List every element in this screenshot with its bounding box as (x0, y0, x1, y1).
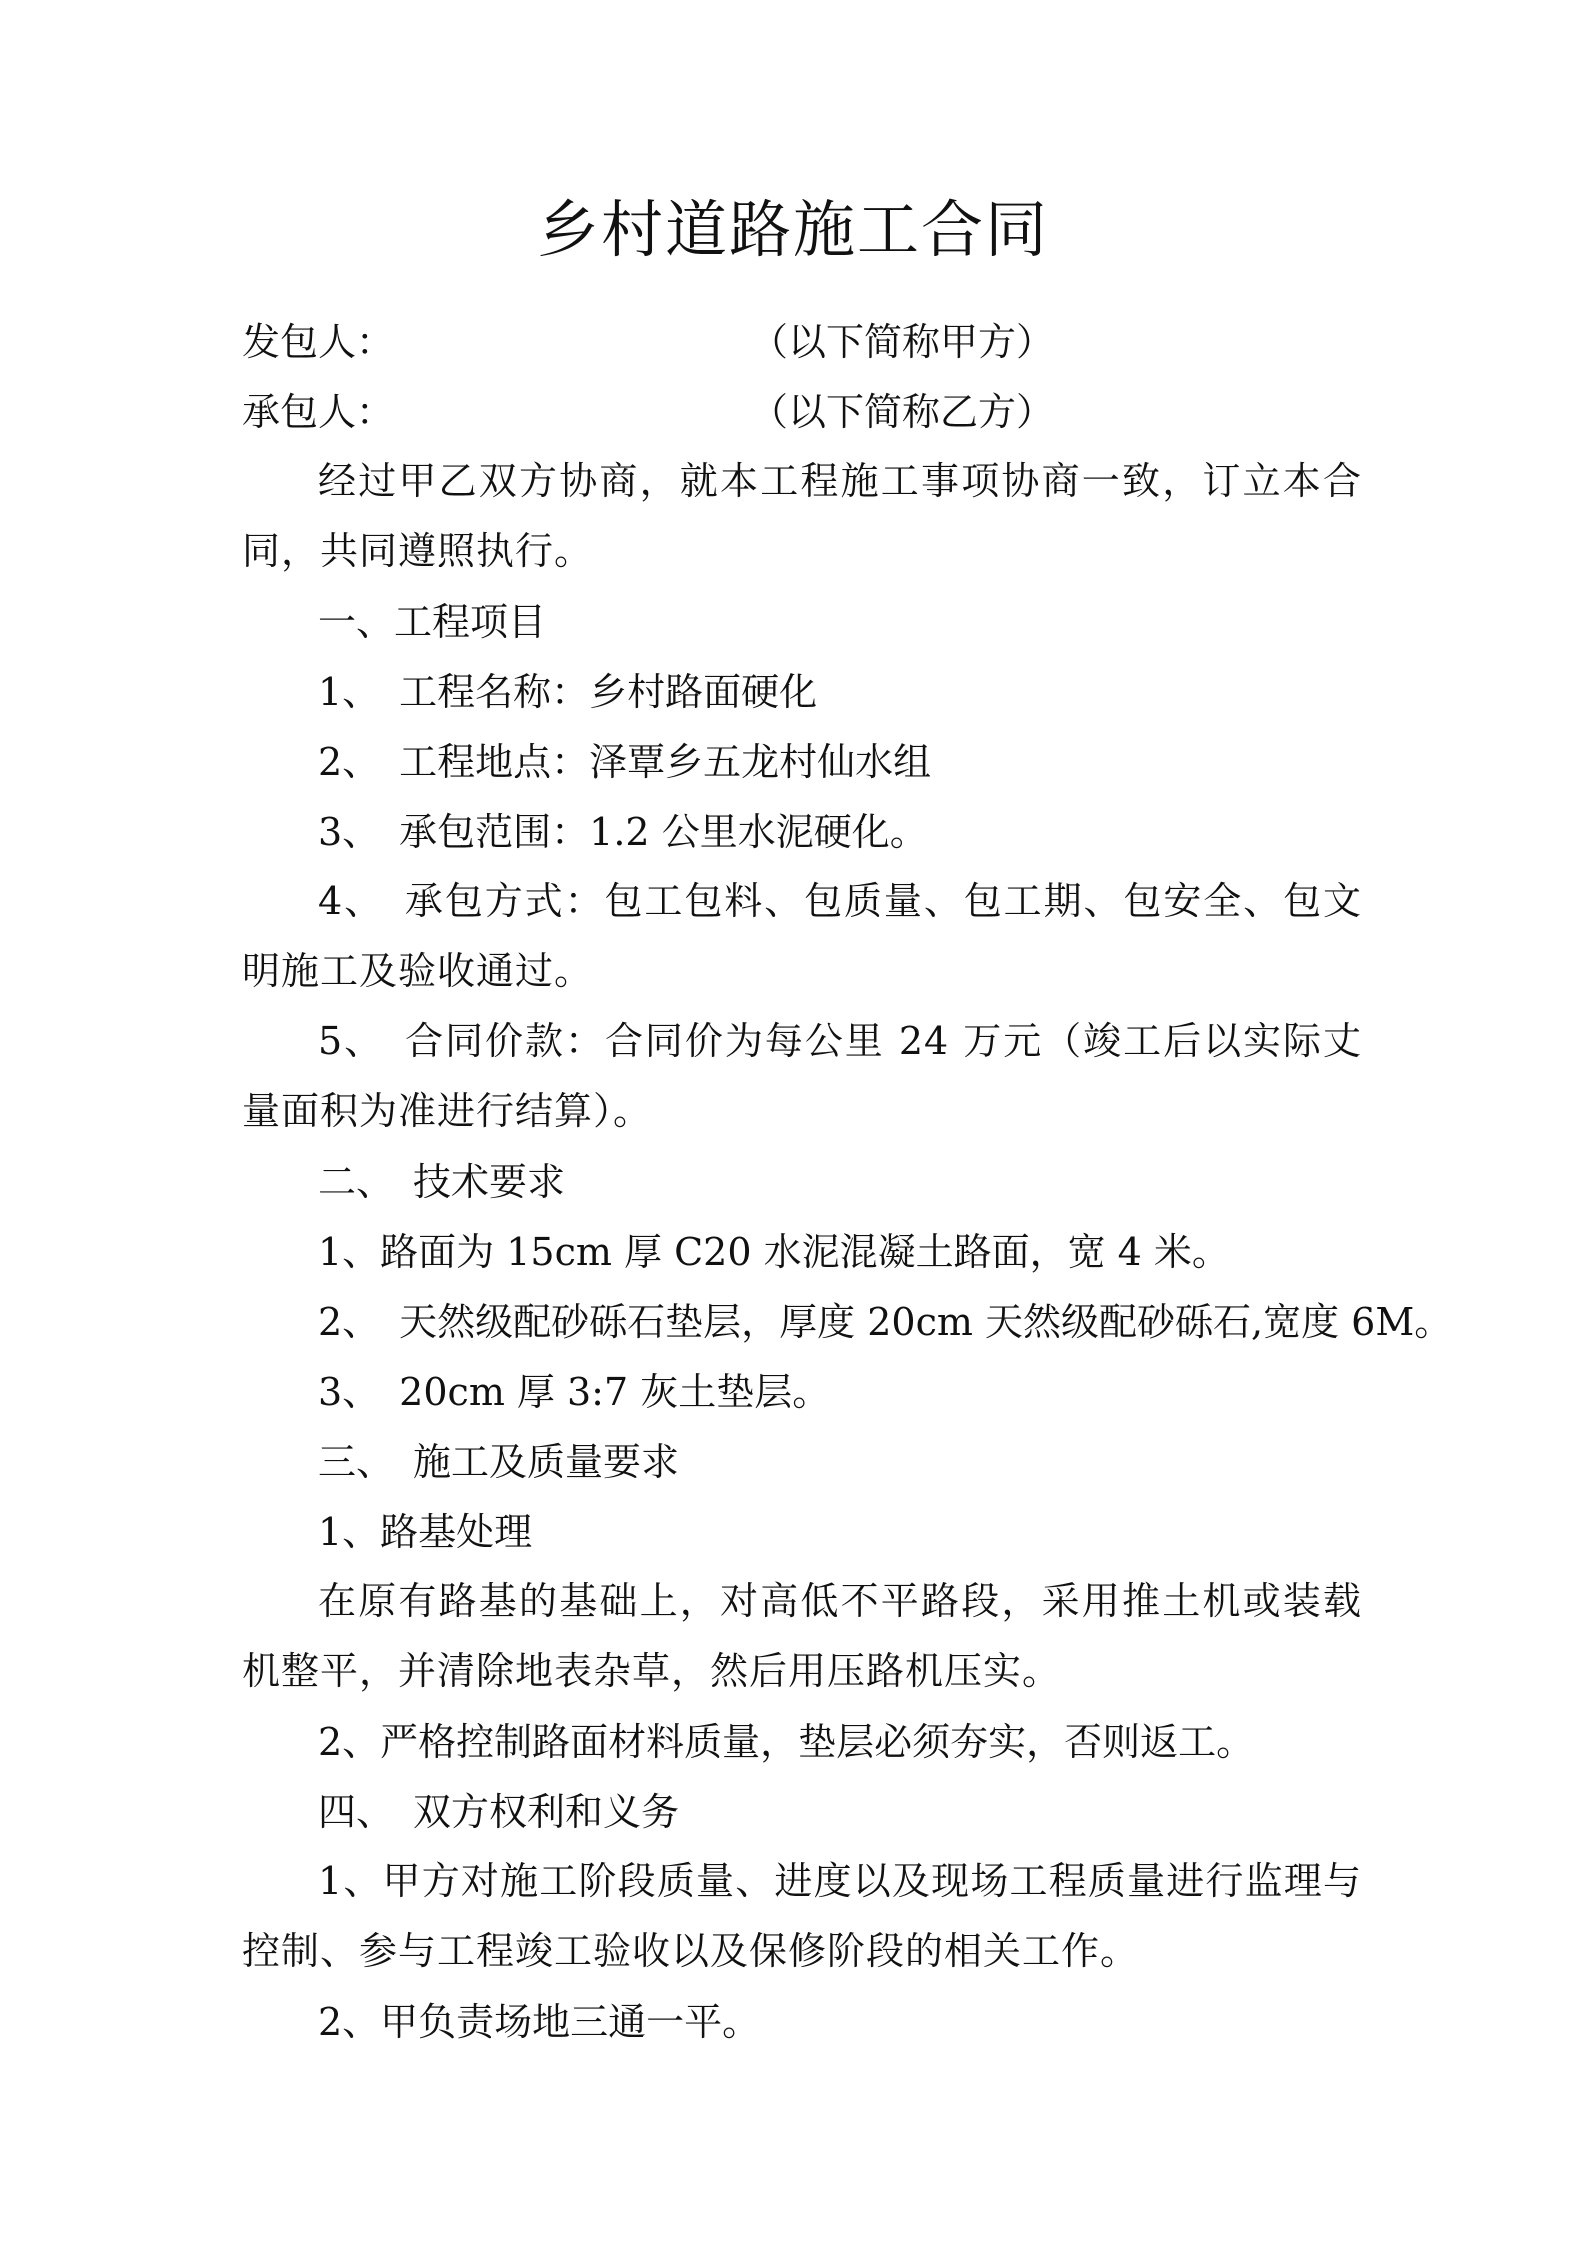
contractor-note: （以下简称乙方） (750, 390, 1055, 434)
section3-heading: 三、 施工及质量要求 (318, 1440, 680, 1484)
section2-heading: 二、 技术要求 (318, 1160, 566, 1204)
intro-paragraph: 经过甲乙双方协商，就本工程施工事项协商一致，订立本合同，共同遵照执行。 (242, 459, 1362, 573)
section2-item1: 1、路面为 15cm 厚 C20 水泥混凝土路面，宽 4 米。 (318, 1230, 1230, 1274)
section4-item2: 2、甲负责场地三通一平。 (318, 2000, 761, 2044)
employer-note: （以下简称甲方） (750, 320, 1055, 364)
section4-item1: 1、甲方对施工阶段质量、进度以及现场工程质量进行监理与控制、参与工程竣工验收以及保修阶段的相关工作。 (242, 1859, 1362, 1973)
section1-item1: 1、 工程名称：乡村路面硬化 (318, 670, 818, 714)
contractor-label: 承包人： (242, 390, 395, 434)
section3-item2: 2、严格控制路面材料质量，垫层必须夯实，否则返工。 (318, 1720, 1255, 1764)
section1-item2: 2、 工程地点：泽覃乡五龙村仙水组 (318, 740, 932, 784)
section1-item3: 3、 承包范围：1.2 公里水泥硬化。 (318, 810, 928, 854)
section3-item1-title: 1、路基处理 (318, 1510, 533, 1554)
document-title: 乡村道路施工合同 (536, 193, 1049, 266)
section2-item2: 2、 天然级配砂砾石垫层，厚度 20cm 天然级配砂砾石,宽度 6M。 (318, 1300, 1453, 1344)
section1-heading: 一、工程项目 (318, 600, 547, 644)
section2-item3: 3、 20cm 厚 3:7 灰土垫层。 (318, 1370, 831, 1414)
section1-item4: 4、 承包方式：包工包料、包质量、包工期、包安全、包文明施工及验收通过。 (242, 879, 1362, 993)
employer-label: 发包人： (242, 320, 395, 364)
section1-item5: 5、 合同价款：合同价为每公里 24 万元（竣工后以实际丈量面积为准进行结算）。 (242, 1019, 1362, 1133)
section3-item1-body: 在原有路基的基础上，对高低不平路段，采用推土机或装载机整平，并清除地表杂草，然后用压路机压实。 (242, 1579, 1362, 1693)
section4-heading: 四、 双方权利和义务 (318, 1790, 680, 1834)
